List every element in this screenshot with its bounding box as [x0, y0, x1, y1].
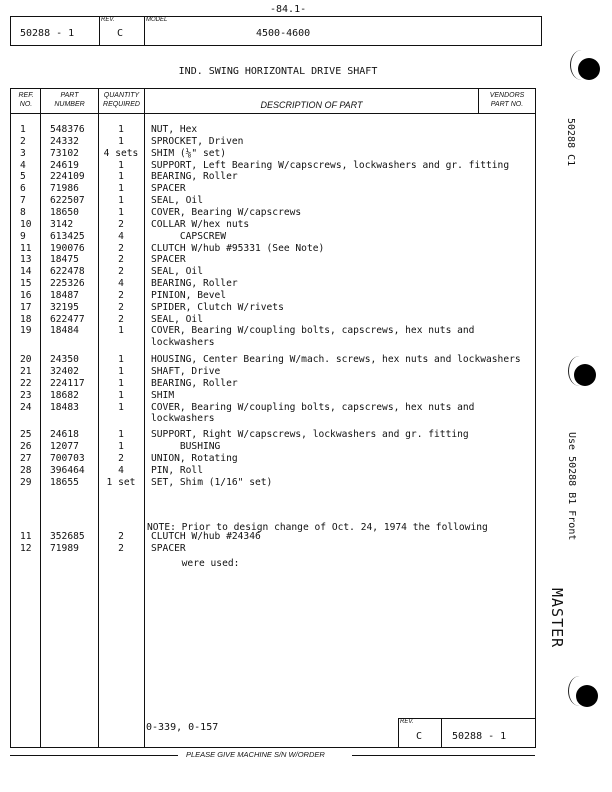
header-left-rule	[10, 16, 11, 45]
header-model-label: MODEL	[146, 17, 168, 23]
footer-box-top	[398, 718, 535, 719]
design-note-line2: were used:	[147, 558, 240, 569]
description: SET, Shim (1/16" set)	[151, 476, 273, 488]
table-right-rule	[535, 88, 536, 747]
description: SHIM (⅛" set)	[151, 147, 227, 159]
col-header-qty-line1: QUANTITY	[103, 92, 140, 99]
header-rev-label: REV.	[101, 17, 115, 23]
ref-number: 28	[20, 464, 32, 476]
margin-fiche-top: 50288 C1	[565, 118, 576, 167]
quantity: 2	[118, 266, 124, 278]
quantity: 1	[118, 325, 124, 337]
ref-number: 16	[20, 289, 32, 301]
part-number: 622477	[50, 313, 85, 325]
description: SPACER	[151, 543, 186, 554]
description: CLUTCH W/hub #95331 (See Note)	[151, 242, 325, 254]
part-number: 18475	[50, 254, 79, 266]
header-bottom-rule	[10, 45, 542, 46]
col-header-part-line2: NUMBER	[54, 101, 85, 108]
col-header-ref-line1: REF.	[18, 92, 34, 99]
header-top-rule	[10, 16, 542, 17]
header-right-rule	[541, 16, 542, 45]
ref-number: 17	[20, 301, 32, 313]
part-number: 32195	[50, 301, 79, 313]
col-header-ref	[12, 91, 40, 109]
part-number: 18483	[50, 401, 79, 413]
ref-number: 27	[20, 452, 32, 464]
ref-number: 1	[20, 124, 26, 135]
quantity: 2	[118, 218, 124, 230]
margin-dot-mid	[574, 364, 596, 386]
col-div-qty	[144, 88, 145, 747]
footer-rev-label: REV.	[400, 719, 414, 725]
part-number: 32402	[50, 366, 79, 377]
part-number: 190076	[50, 242, 85, 254]
quantity: 1	[118, 377, 124, 389]
quantity: 1 set	[106, 476, 136, 488]
ref-number: 24	[20, 401, 32, 413]
footer-box-div	[441, 718, 442, 747]
header-div2	[144, 16, 145, 45]
col-div-ref	[40, 88, 41, 747]
description: lockwashers	[151, 337, 215, 349]
ref-number: 11	[20, 242, 32, 254]
ref-number: 21	[20, 366, 32, 377]
part-number: 225326	[50, 278, 85, 290]
description: SPACER	[151, 254, 186, 266]
description: BEARING, Roller	[151, 278, 238, 290]
footer-box-left	[398, 718, 399, 747]
description: SPIDER, Clutch W/rivets	[151, 301, 284, 313]
description: COLLAR W/hex nuts	[151, 218, 250, 230]
quantity: 2	[118, 543, 124, 554]
part-number: 73102	[50, 147, 79, 159]
table-header-rule	[10, 113, 536, 114]
margin-dot-top	[578, 58, 600, 80]
part-number: 18650	[50, 206, 79, 218]
quantity: 1	[118, 195, 124, 207]
header-part-id: 50288 - 1	[20, 28, 75, 39]
part-number: 3142	[50, 218, 74, 230]
ref-number: 19	[20, 325, 32, 337]
ref-number: 29	[20, 476, 32, 488]
page-title: IND. SWING HORIZONTAL DRIVE SHAFT	[178, 66, 378, 77]
quantity: 1	[118, 429, 124, 441]
col-header-desc: DESCRIPTION OF PART	[260, 100, 363, 110]
table-top-rule	[10, 88, 536, 89]
quantity: 2	[118, 242, 124, 254]
description: CLUTCH W/hub #24346	[151, 531, 261, 542]
description: PINION, Bevel	[151, 289, 227, 301]
quantity: 1	[118, 159, 124, 171]
description: NUT, Hex	[151, 124, 198, 135]
quantity: 4	[118, 230, 124, 242]
footer-notice-rule-left	[10, 755, 178, 756]
ref-number: 2	[20, 135, 26, 147]
description: COVER, Bearing W/coupling bolts, capscrews, hex nuts and	[151, 325, 475, 337]
description: SHIM	[151, 389, 175, 401]
description: SPROCKET, Driven	[151, 135, 244, 147]
footer-codes: 0-339, 0-157	[146, 722, 219, 733]
ref-number: 13	[20, 254, 32, 266]
header-model-value: 4500-4600	[256, 28, 311, 39]
part-number: 24618	[50, 429, 79, 441]
part-number: 613425	[50, 230, 85, 242]
part-number: 224117	[50, 377, 85, 389]
ref-number: 9	[20, 230, 26, 242]
footer-notice: PLEASE GIVE MACHINE S/N W/ORDER	[186, 750, 325, 759]
description: SEAL, Oil	[151, 313, 203, 325]
description: COVER, Bearing W/capscrews	[151, 206, 302, 218]
footer-part-id: 50288 - 1	[452, 731, 507, 742]
part-number: 12077	[50, 441, 79, 453]
design-note-line1: NOTE: Prior to design change of Oct. 24, 1974 the following	[147, 522, 488, 533]
quantity: 2	[118, 313, 124, 325]
quantity: 2	[118, 452, 124, 464]
ref-number: 26	[20, 441, 32, 453]
part-number: 548376	[50, 124, 85, 135]
description: SPACER	[151, 183, 186, 195]
col-header-vendors	[479, 91, 535, 109]
header-div1	[99, 16, 100, 45]
description: PIN, Roll	[151, 464, 203, 476]
description: SEAL, Oil	[151, 266, 203, 278]
quantity: 1	[118, 135, 124, 147]
footer-rev-value: C	[416, 731, 423, 742]
col-header-vendors-line1: VENDORS	[489, 92, 525, 99]
quantity: 4 sets	[103, 147, 139, 159]
quantity: 1	[118, 206, 124, 218]
ref-number: 11	[20, 531, 32, 542]
margin-fiche-mid: Use 50288 B1 Front	[566, 432, 577, 541]
quantity: 1	[118, 441, 124, 453]
description: SHAFT, Drive	[151, 366, 221, 377]
col-header-qty	[99, 91, 144, 109]
table-bottom-rule	[10, 747, 536, 748]
ref-number: 6	[20, 183, 26, 195]
footer-notice-rule-right	[352, 755, 535, 756]
part-number: 622478	[50, 266, 85, 278]
quantity: 1	[118, 354, 124, 366]
ref-number: 25	[20, 429, 32, 441]
col-header-ref-line2: NO.	[19, 101, 33, 108]
description: BEARING, Roller	[151, 377, 238, 389]
part-number: 700703	[50, 452, 85, 464]
description: SEAL, Oil	[151, 195, 203, 207]
part-number: 24619	[50, 159, 79, 171]
part-number: 622507	[50, 195, 85, 207]
description: HOUSING, Center Bearing W/mach. screws, hex nuts and lockwashers	[151, 354, 521, 366]
quantity: 4	[118, 464, 124, 476]
quantity: 2	[118, 289, 124, 301]
quantity: 2	[118, 254, 124, 266]
quantity: 1	[118, 366, 124, 377]
description: COVER, Bearing W/coupling bolts, capscrews, hex nuts and	[151, 401, 475, 413]
col-header-part-line1: PART	[60, 92, 79, 99]
quantity: 1	[118, 171, 124, 183]
ref-number: 22	[20, 377, 32, 389]
description: BUSHING	[151, 441, 221, 453]
ref-number: 5	[20, 171, 26, 183]
col-header-vendors-line2: PART NO.	[490, 101, 524, 108]
ref-number: 4	[20, 159, 26, 171]
part-number: 18682	[50, 389, 79, 401]
ref-number: 8	[20, 206, 26, 218]
quantity: 2	[118, 301, 124, 313]
description: CAPSCREW	[151, 230, 227, 242]
col-header-part	[41, 91, 98, 109]
ref-number: 18	[20, 313, 32, 325]
ref-number: 10	[20, 218, 32, 230]
part-number: 18484	[50, 325, 79, 337]
ref-number: 15	[20, 278, 32, 290]
quantity: 1	[118, 183, 124, 195]
description: SUPPORT, Right W/capscrews, lockwashers and gr. fitting	[151, 429, 469, 441]
quantity: 2	[118, 531, 124, 542]
table-left-rule	[10, 88, 11, 747]
ref-number: 23	[20, 389, 32, 401]
col-header-qty-line2: REQUIRED	[103, 101, 140, 108]
part-number: 24350	[50, 354, 79, 366]
description: SUPPORT, Left Bearing W/capscrews, lockwashers and gr. fitting	[151, 159, 510, 171]
part-number: 224109	[50, 171, 85, 183]
part-number: 18487	[50, 289, 79, 301]
quantity: 4	[118, 278, 124, 290]
part-number: 71986	[50, 183, 79, 195]
part-number: 24332	[50, 135, 79, 147]
part-number: 18655	[50, 476, 79, 488]
part-number: 352685	[50, 531, 85, 542]
ref-number: 7	[20, 195, 26, 207]
page-number: -84.1-	[270, 4, 307, 15]
description: UNION, Rotating	[151, 452, 238, 464]
description: BEARING, Roller	[151, 171, 238, 183]
quantity: 1	[118, 389, 124, 401]
quantity: 1	[118, 401, 124, 413]
ref-number: 14	[20, 266, 32, 278]
description: lockwashers	[151, 413, 215, 425]
ref-number: 3	[20, 147, 26, 159]
part-number: 396464	[50, 464, 85, 476]
margin-stamp: MASTER	[548, 588, 566, 649]
header-rev-value: C	[117, 28, 124, 39]
part-number: 71989	[50, 543, 79, 554]
ref-number: 12	[20, 543, 32, 554]
margin-dot-bottom	[576, 685, 598, 707]
quantity: 1	[118, 124, 124, 135]
ref-number: 20	[20, 354, 32, 366]
